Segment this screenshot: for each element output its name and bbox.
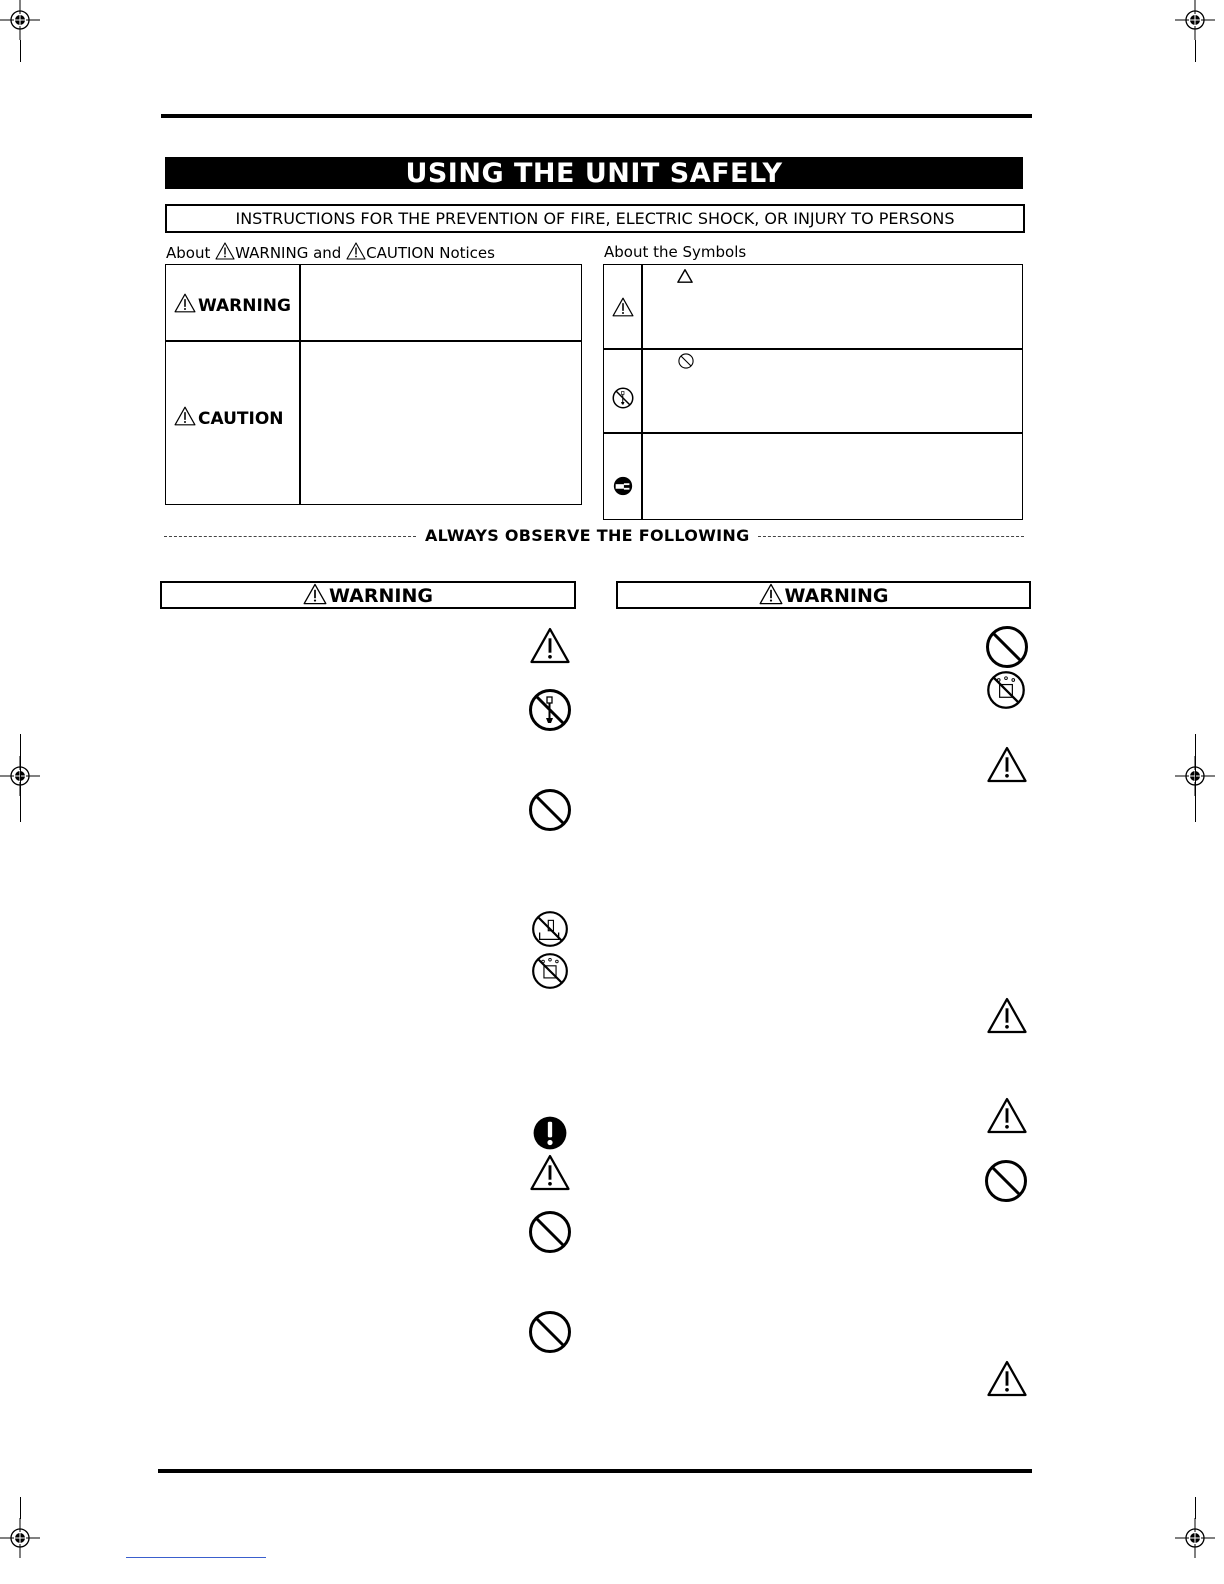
caution-triangle-icon	[174, 406, 196, 426]
notices-table-col-divider	[299, 265, 301, 504]
no-disassemble-icon	[612, 387, 634, 409]
warning-triangle-icon	[759, 583, 783, 605]
no-water-icon	[986, 670, 1026, 710]
prohibited-icon	[985, 625, 1029, 669]
symbols-table-col-divider	[641, 265, 643, 519]
caution-triangle-icon	[529, 1154, 571, 1191]
footer-link-underline	[126, 1557, 266, 1558]
registration-mark-bottom-left	[0, 1518, 40, 1558]
notices-caution-text: CAUTION	[366, 244, 435, 262]
notices-suffix-text: Notices	[439, 244, 495, 262]
notices-table-row-divider	[166, 340, 581, 342]
caution-triangle-icon	[612, 297, 634, 317]
notices-about-text: About	[166, 244, 211, 262]
no-disassemble-icon	[528, 688, 572, 732]
caution-triangle-icon	[986, 1360, 1028, 1397]
warning-cell-label: WARNING	[198, 296, 291, 316]
always-observe-divider	[0, 525, 1224, 547]
warning-triangle-icon	[215, 242, 235, 260]
symbols-table-row-divider-1	[604, 348, 1022, 350]
caution-triangle-icon	[346, 242, 366, 260]
symbols-table-row-divider-2	[604, 432, 1022, 434]
caution-triangle-icon	[529, 627, 571, 664]
dashed-line-right	[758, 536, 1024, 537]
registration-mark-top-right	[1175, 0, 1215, 40]
trim-line-right-mid	[1195, 734, 1196, 822]
caution-cell	[174, 406, 284, 429]
prohibited-icon	[528, 1210, 572, 1254]
dashed-line-left	[164, 536, 416, 537]
no-water-icon	[531, 952, 569, 990]
registration-mark-top-left	[0, 0, 40, 40]
caution-cell-label: CAUTION	[198, 409, 284, 429]
triangle-outline-icon	[676, 268, 694, 284]
mandatory-icon	[531, 1114, 569, 1152]
caution-triangle-icon	[986, 997, 1028, 1034]
notices-warning-text: WARNING	[235, 244, 309, 262]
prohibited-icon	[984, 1159, 1028, 1203]
prohibited-circle-icon	[678, 353, 694, 369]
registration-mark-bottom-right	[1175, 1518, 1215, 1558]
unplug-icon	[612, 475, 634, 497]
notices-heading	[166, 242, 495, 262]
symbols-heading: About the Symbols	[604, 243, 747, 261]
trim-line-right	[1195, 40, 1196, 62]
page-title: USING THE UNIT SAFELY	[165, 157, 1023, 189]
right-warning-header-label: WARNING	[784, 585, 889, 607]
top-rule	[161, 114, 1032, 118]
trim-line-left-mid	[20, 734, 21, 822]
warning-triangle-icon	[174, 293, 196, 313]
warning-triangle-icon	[303, 583, 327, 605]
always-observe-heading: ALWAYS OBSERVE THE FOLLOWING	[425, 526, 750, 545]
left-warning-header	[160, 581, 576, 609]
instructions-banner: INSTRUCTIONS FOR THE PREVENTION OF FIRE, ELECTRIC SHOCK, OR INJURY TO PERSONS	[165, 204, 1025, 233]
caution-triangle-icon	[986, 746, 1028, 783]
left-warning-header-label: WARNING	[329, 585, 433, 607]
right-warning-header	[616, 581, 1031, 609]
prohibited-icon	[528, 788, 572, 832]
warning-cell	[174, 293, 291, 316]
no-wet-icon	[531, 910, 569, 948]
notices-table	[165, 264, 582, 505]
trim-line-left	[20, 40, 21, 62]
caution-triangle-icon	[986, 1097, 1028, 1134]
notices-and-text: and	[313, 244, 342, 262]
prohibited-icon	[528, 1310, 572, 1354]
symbols-table	[603, 264, 1023, 520]
bottom-rule	[158, 1469, 1032, 1473]
trim-line-right-bottom	[1195, 1497, 1196, 1519]
trim-line-left-bottom	[20, 1497, 21, 1519]
